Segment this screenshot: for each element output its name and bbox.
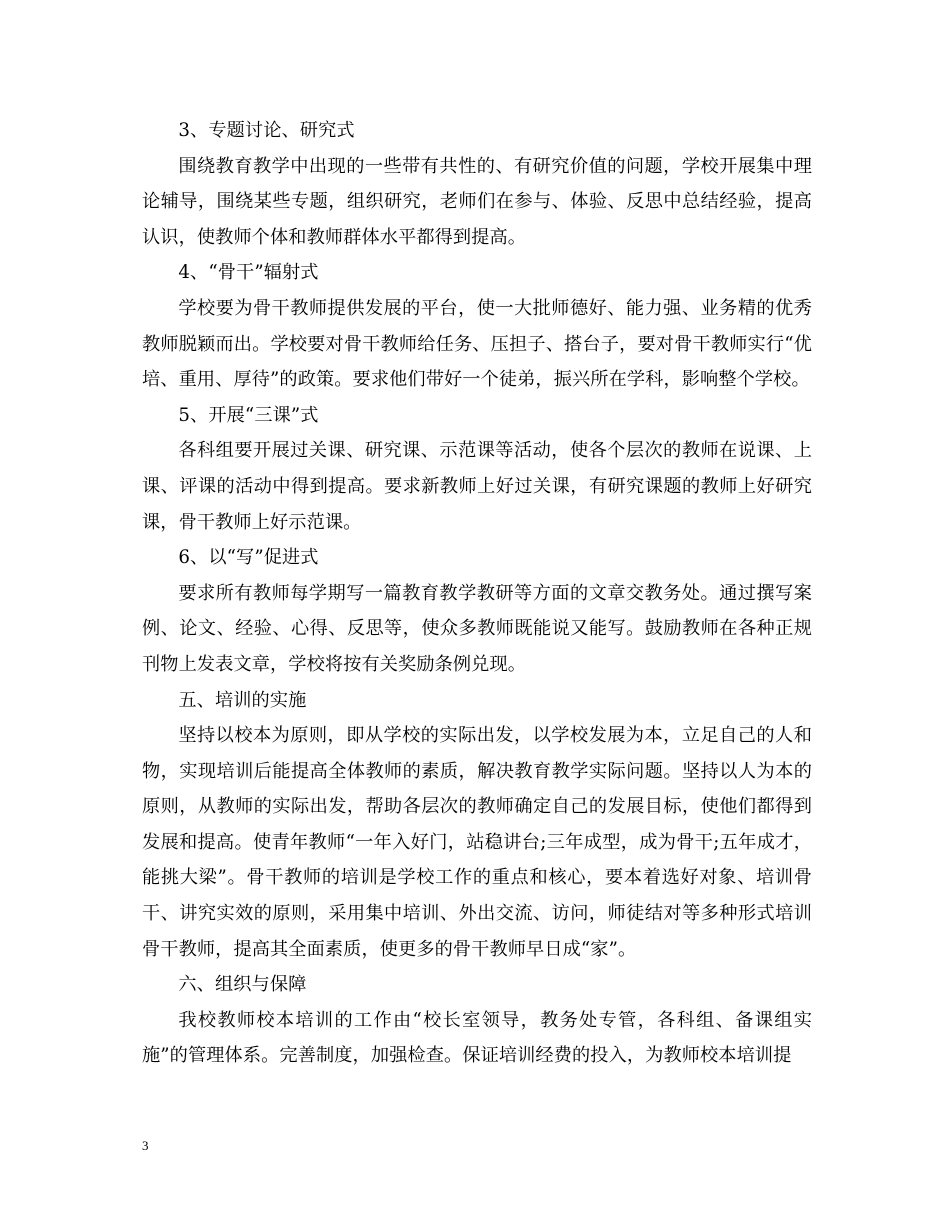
section-heading-organization: 六、组织与保障 [178, 974, 307, 996]
paragraph-writing-promotion: 要求所有教师每学期写一篇教育教学教研等方面的文章交教务处。通过撰写案例、论文、经验、心得、反思等，使众多教师既能说又能写。鼓励教师在各种正规刊物上发表文章，学校将按有关奖励条例兑现。 [142, 582, 812, 675]
document-body [142, 113, 812, 1074]
section-heading-topic-discussion: 3、专题讨论、研究式 [178, 120, 355, 141]
section-heading-three-lessons: 5、开展“三课”式 [178, 404, 319, 426]
paragraph-backbone-radiation: 学校要为骨干教师提供发展的平台，使一大批师德好、能力强、业务精的优秀教师脱颖而出。学校要对骨干教师给任务、压担子、搭台子，要对骨干教师实行“优培、重用、厚待”的政策。要求他们带好一个徒弟，振兴所在学科，影响整个学校。 [142, 297, 812, 391]
paragraph-organization: 我校教师校本培训的工作由“校长室领导，教务处专管，各科组、备课组实施”的管理体系。完善制度，加强检查。保证培训经费的投入，为教师校本培训提 [142, 1009, 812, 1067]
section-heading-writing-promotion: 6、以“写”促进式 [178, 547, 319, 569]
paragraph-three-lessons: 各科组要开展过关课、研究课、示范课等活动，使各个层次的教师在说课、上课、评课的活动中得到提高。要求新教师上好过关课，有研究课题的教师上好研究课，骨干教师上好示范课。 [142, 440, 812, 533]
page-number: 3 [142, 1138, 149, 1153]
paragraph-implementation: 坚持以校本为原则，即从学校的实际出发，以学校发展为本，立足自己的人和物，实现培训后能提高全体教师的素质，解决教育教学实际问题。坚持以人为本的原则，从教师的实际出发，帮助各层次的教师确定自己的发展目标，使他们都得到发展和提高。使青年教师“一年入好门，站稳讲台;三年成型，成为骨干;五年成才，能挑大梁”。骨干教师的培训是学校工作的重点和核心，要本着选好对象、培训骨干、讲究实效的原则，采用集中培训、外出交流、访问，师徒结对等多种形式培训骨干教师，提高其全面素质，使更多的骨干教师早日成“家”。 [142, 725, 812, 960]
section-heading-implementation: 五、培训的实施 [178, 689, 307, 711]
section-heading-backbone-radiation: 4、“骨干”辐射式 [178, 262, 319, 284]
paragraph-topic-discussion: 围绕教育教学中出现的一些带有共性的、有研究价值的问题，学校开展集中理论辅导，围绕某些专题，组织研究，老师们在参与、体验、反思中总结经验，提高认识，使教师个体和教师群体水平都得到提高。 [142, 155, 812, 248]
